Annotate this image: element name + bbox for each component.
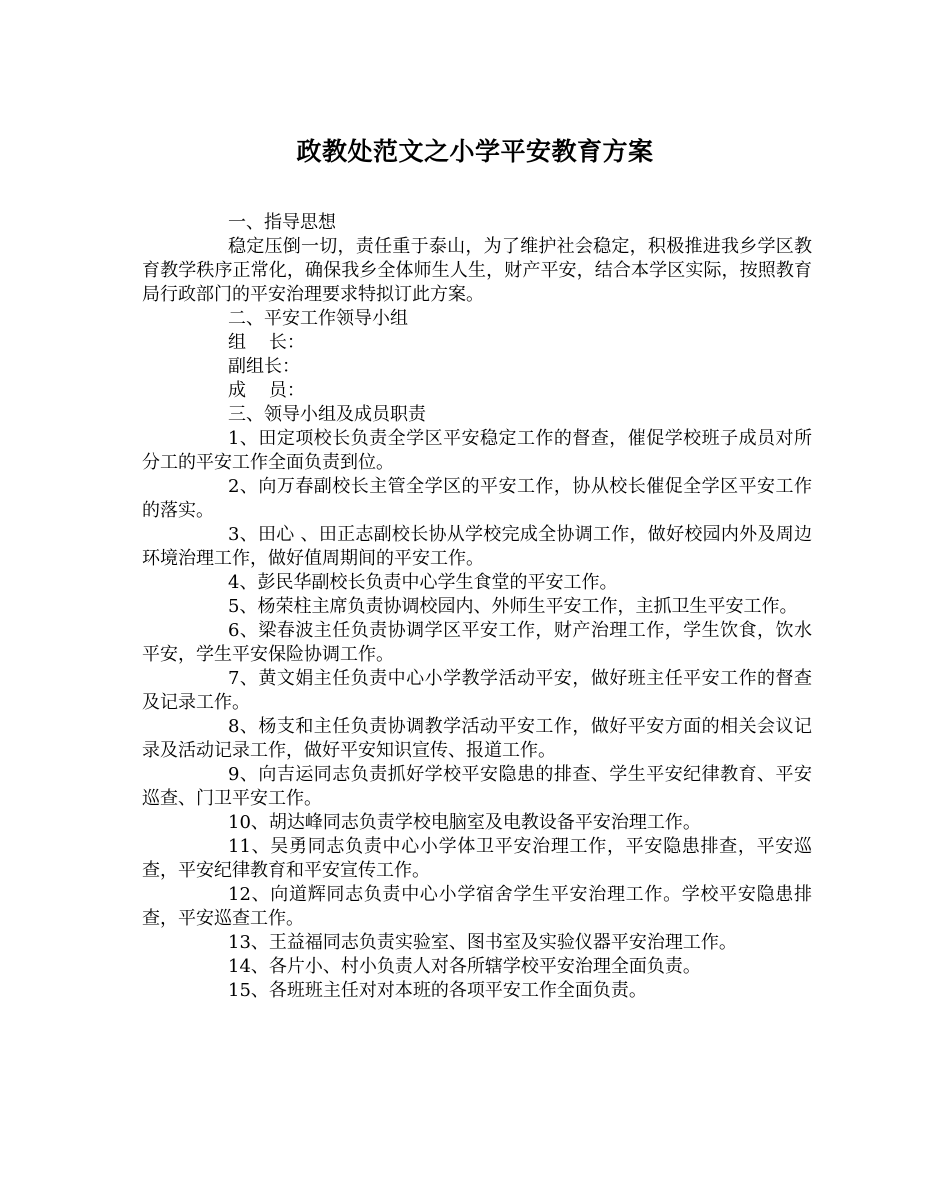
duty-item-2: 2、向万春副校长主管全学区的平安工作，协从校长催促全学区平安工作的落实。 [142,476,812,521]
duty-item-15: 15、各班班主任对对本班的各项平安工作全面负责。 [228,980,647,1001]
deputy-leader-line: 副组长： [228,356,300,377]
members-line: 成 员： [228,380,305,401]
duty-item-14: 14、各片小、村小负责人对各所辖学校平安治理全面负责。 [228,956,701,977]
group-leader-line: 组 长： [228,332,305,353]
section-heading-duties: 三、领导小组及成员职责 [228,404,426,425]
duty-item-12: 12、向道辉同志负责中心小学宿舍学生平安治理工作。学校平安隐患排查，平安巡查工作。 [142,884,812,929]
duty-item-10: 10、胡达峰同志负责学校电脑室及电教设备平安治理工作。 [228,812,701,833]
paragraph-guiding-thought: 稳定压倒一切，责任重于泰山，为了维护社会稳定，积极推进我乡学区教育教学秩序正常化，确保我乡全体师生人生，财产平安，结合本学区实际，按照教育局行政部门的平安治理要求特拟订此方案。 [142,236,812,305]
duty-item-11: 11、吴勇同志负责中心小学体卫平安治理工作，平安隐患排查，平安巡查，平安纪律教育和平安宣传工作。 [142,836,812,881]
duty-item-3: 3、田心 、田正志副校长协从学校完成全协调工作，做好校园内外及周边环境治理工作，做好值周期间的平安工作。 [142,524,812,569]
document-title: 政教处范文之小学平安教育方案 [296,137,654,166]
duty-item-7: 7、黄文娟主任负责中心小学教学活动平安，做好班主任平安工作的督查及记录工作。 [142,668,812,713]
section-heading-guiding-thought: 一、指导思想 [228,212,336,233]
duty-item-13: 13、王益福同志负责实验室、图书室及实验仪器平安治理工作。 [228,932,737,953]
duty-item-5: 5、杨荣柱主席负责协调校园内、外师生平安工作，主抓卫生平安工作。 [228,596,798,617]
duty-item-1: 1、田定项校长负责全学区平安稳定工作的督查，催促学校班子成员对所分工的平安工作全面负责到位。 [142,428,812,473]
duty-item-8: 8、杨支和主任负责协调教学活动平安工作，做好平安方面的相关会议记录及活动记录工作，做好平安知识宣传、报道工作。 [142,716,812,761]
document-body [142,211,812,1003]
duty-item-6: 6、梁春波主任负责协调学区平安工作，财产治理工作，学生饮食，饮水平安，学生平安保险协调工作。 [142,620,812,665]
duty-item-9: 9、向吉运同志负责抓好学校平安隐患的排查、学生平安纪律教育、平安巡查、门卫平安工作。 [142,764,812,809]
section-heading-leadership-group: 二、平安工作领导小组 [228,308,408,329]
duty-item-4: 4、彭民华副校长负责中心学生食堂的平安工作。 [228,572,618,593]
